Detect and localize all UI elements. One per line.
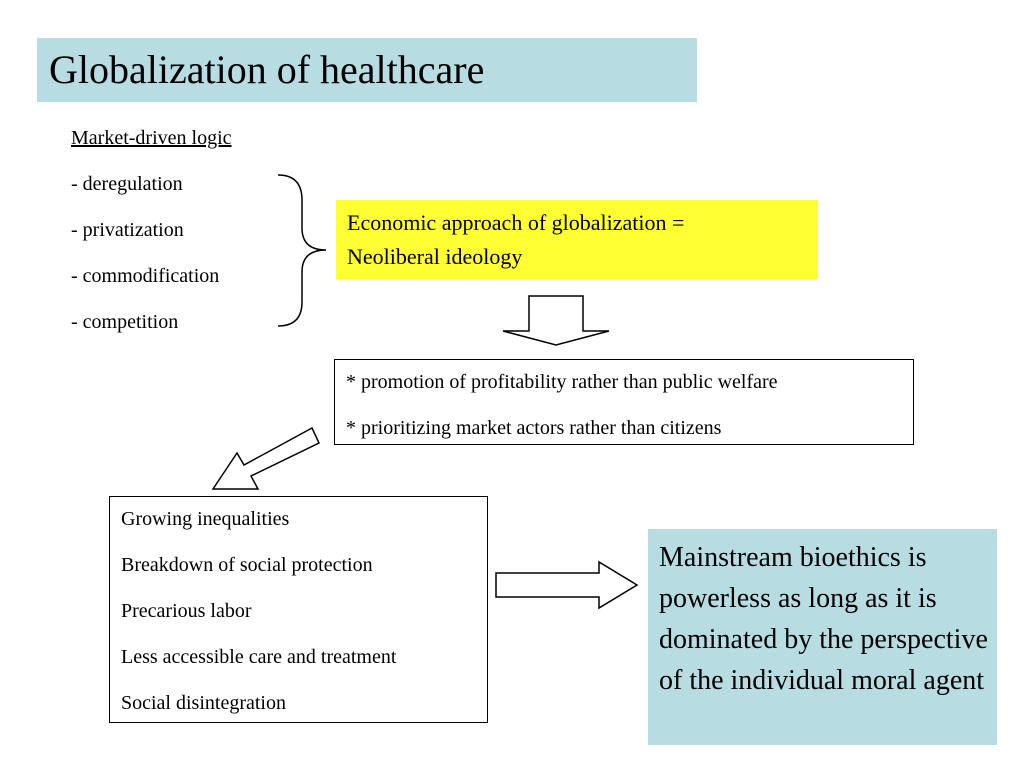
consequence-item: Social disintegration: [121, 692, 286, 714]
page-title: Globalization of healthcare: [49, 47, 485, 92]
market-logic-item: - deregulation: [71, 173, 183, 195]
market-logic-heading: Market-driven logic: [71, 127, 232, 149]
curly-brace: [278, 175, 326, 326]
consequence-item: Less accessible care and treatment: [121, 646, 397, 668]
ideology-line: Economic approach of globalization =: [347, 210, 685, 235]
consequence-item: Breakdown of social protection: [121, 554, 373, 576]
market-logic-item: - commodification: [71, 265, 220, 287]
consequence-item: Growing inequalities: [121, 508, 290, 530]
diagonal-arrow-icon: [213, 428, 319, 489]
title-banner: [37, 38, 697, 102]
effects-line: * promotion of profitability rather than public welfare: [346, 371, 778, 393]
consequences-box: [109, 496, 488, 723]
market-logic-list: [71, 126, 232, 333]
conclusion-text: Mainstream bioethics is powerless as long as it is dominated by the perspective of the individual moral agent: [659, 542, 988, 696]
market-logic-item: - competition: [71, 311, 179, 333]
ideology-box: [336, 200, 818, 279]
effects-box: [334, 359, 914, 445]
effects-line: * prioritizing market actors rather than citizens: [346, 417, 722, 439]
consequence-item: Precarious labor: [121, 600, 252, 622]
ideology-line: Neoliberal ideology: [347, 244, 523, 269]
conclusion-box: [648, 529, 997, 745]
right-arrow-icon: [496, 562, 637, 608]
market-logic-item: - privatization: [71, 219, 184, 241]
down-arrow-icon: [503, 296, 609, 345]
